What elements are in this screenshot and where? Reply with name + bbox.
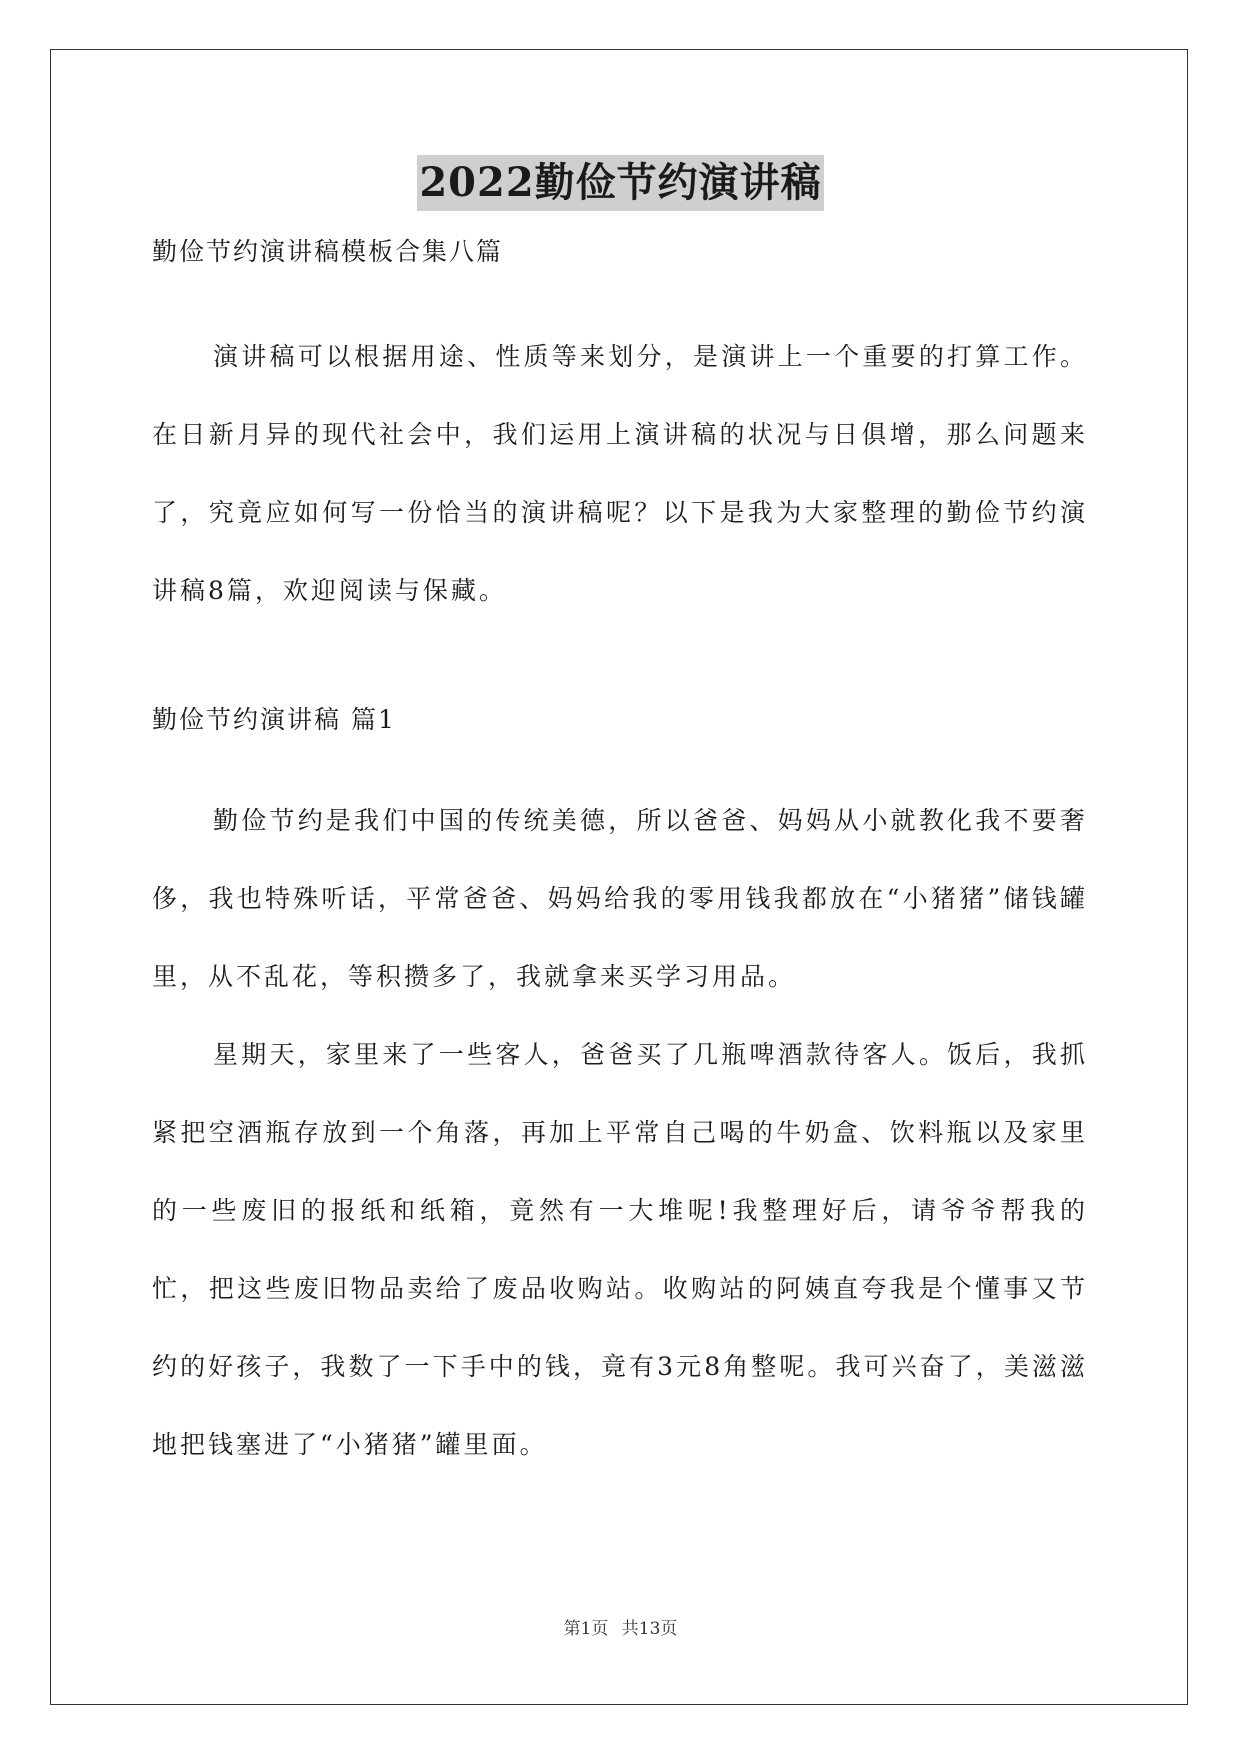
document-title-text: 2022勤俭节约演讲稿	[417, 155, 823, 211]
page-footer	[0, 1614, 1241, 1639]
section-paragraph-1: 勤俭节约是我们中国的传统美德，所以爸爸、妈妈从小就教化我不要奢侈，我也特殊听话，平常爸爸、妈妈给我的零用钱我都放在“小猪猪”储钱罐里，从不乱花，等积攒多了，我就拿来买学习用品。	[152, 806, 1088, 991]
document-body	[152, 232, 1088, 1484]
section-paragraph-2: 星期天，家里来了一些客人，爸爸买了几瓶啤酒款待客人。饭后，我抓紧把空酒瓶存放到一个角落，再加上平常自己喝的牛奶盒、饮料瓶以及家里的一些废旧的报纸和纸箱，竟然有一大堆呢!我整理好后，请爷爷帮我的忙，把这些废旧物品卖给了废品收购站。收购站的阿姨直夸我是个懂事又节约的好孩子，我数了一下手中的钱，竟有3元8角整呢。我可兴奋了，美滋滋地把钱塞进了“小猪猪”罐里面。	[152, 1040, 1088, 1459]
section-title: 勤俭节约演讲稿 篇1	[152, 705, 396, 734]
document-title	[0, 155, 1241, 215]
document-subtitle: 勤俭节约演讲稿模板合集八篇	[152, 237, 504, 266]
intro-paragraph: 演讲稿可以根据用途、性质等来划分，是演讲上一个重要的打算工作。在日新月异的现代社会中，我们运用上演讲稿的状况与日俱增，那么问题来了，究竟应如何写一份恰当的演讲稿呢？以下是我为大家整理的勤俭节约演讲稿8篇，欢迎阅读与保藏。	[152, 342, 1088, 605]
page-number: 第1页	[563, 1619, 609, 1639]
page-total: 共13页	[621, 1619, 678, 1639]
